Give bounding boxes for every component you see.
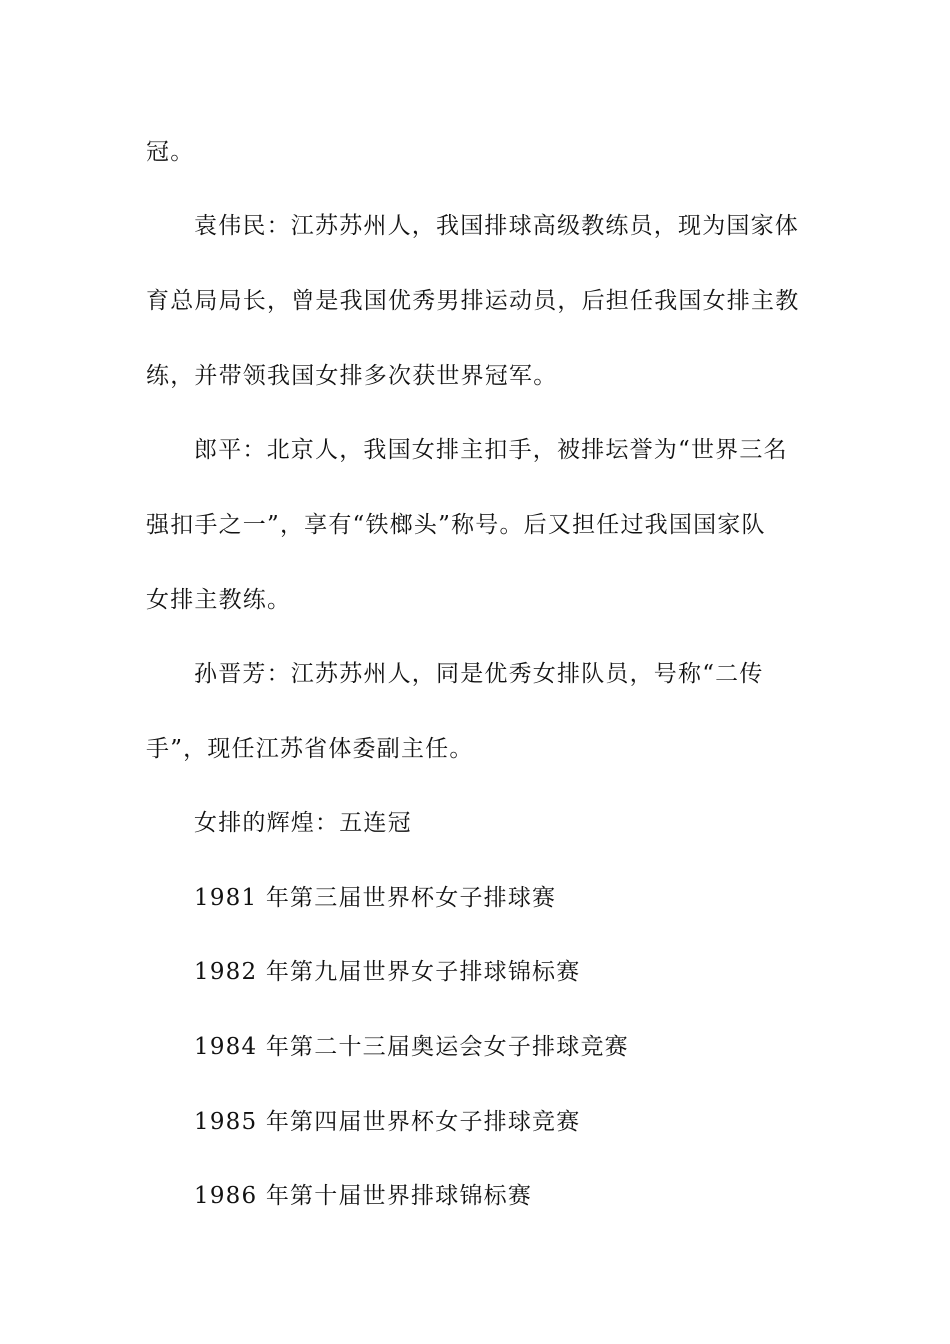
list-item: 1985 年第四届世界杯女子排球竞赛 bbox=[194, 1109, 581, 1135]
list-item: 1981 年第三届世界杯女子排球赛 bbox=[194, 885, 557, 911]
paragraph-sun-jinfang-line-2: 手”，现任江苏省体委副主任。 bbox=[146, 736, 474, 762]
paragraph-lang-ping-line-2: 强扣手之一”，享有“铁榔头”称号。后又担任过我国国家队 bbox=[146, 512, 766, 538]
section-heading: 女排的辉煌：五连冠 bbox=[194, 810, 412, 836]
list-item: 1986 年第十届世界排球锦标赛 bbox=[194, 1183, 533, 1209]
paragraph-yuan-weimin-line-1: 袁伟民：江苏苏州人，我国排球高级教练员，现为国家体 bbox=[194, 213, 799, 239]
paragraph-yuan-weimin-line-3: 练，并带领我国女排多次获世界冠军。 bbox=[146, 363, 558, 389]
list-item: 1984 年第二十三届奥运会女子排球竞赛 bbox=[194, 1034, 629, 1060]
paragraph-lang-ping-line-1: 郎平：北京人，我国女排主扣手，被排坛誉为“世界三名 bbox=[194, 437, 788, 463]
paragraph-lang-ping-line-3: 女排主教练。 bbox=[146, 587, 292, 613]
paragraph-continuation-line: 冠。 bbox=[146, 139, 195, 165]
paragraph-yuan-weimin-line-2: 育总局局长，曾是我国优秀男排运动员，后担任我国女排主教 bbox=[146, 288, 800, 314]
list-item: 1982 年第九届世界女子排球锦标赛 bbox=[194, 959, 581, 985]
paragraph-sun-jinfang-line-1: 孙晋芳：江苏苏州人，同是优秀女排队员，号称“二传 bbox=[194, 661, 764, 687]
